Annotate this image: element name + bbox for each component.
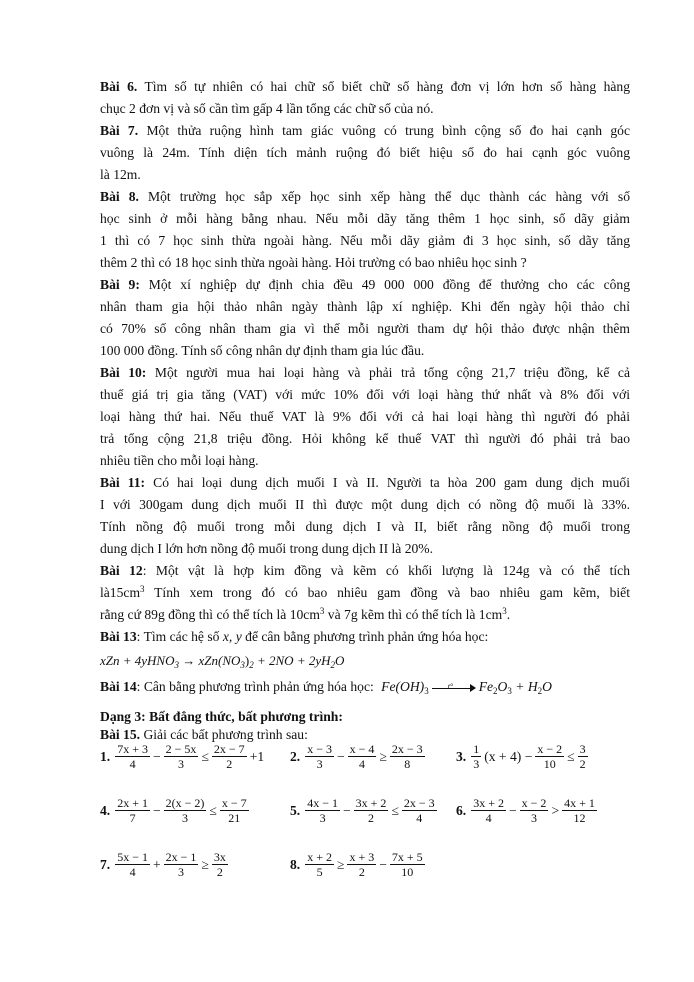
problem-11-line-2: I với 300gam dung dịch muối II thì được một dung dịch có nồng độ muối là 33%. xyxy=(100,497,630,512)
problem-15-line-1: Bài 15. Giải các bất phương trình sau: xyxy=(100,727,308,742)
numerator: x + 2 xyxy=(307,850,332,864)
numerator: 3x + 2 xyxy=(355,796,387,810)
numerator: x − 3 xyxy=(307,742,332,756)
problem-label: Bài 10: xyxy=(100,365,147,380)
problem-10-line-3: loại hàng thứ hai. Nếu thuế VAT là 9% đối với cả hai loại hàng thì người đó phải xyxy=(100,409,630,424)
denominator: 2 xyxy=(368,811,375,825)
problem-6-line-1: Bài 6. Tìm số tự nhiên có hai chữ số biết chữ số hàng đơn vị lớn hơn số hàng hàng xyxy=(100,79,630,94)
numerator: 7x + 3 xyxy=(117,742,148,756)
problem-label: Bài 14 xyxy=(100,679,137,694)
numerator: 2x + 1 xyxy=(117,796,148,810)
problem-8-line-4: thêm 2 thì có 18 học sinh thừa ngoài hàng. Hỏi trường có bao nhiêu học sinh ? xyxy=(100,255,527,270)
problem-10-line-4: trả tổng cộng 21,8 triệu đồng. Hỏi không kể thuế VAT thì người đó phải trả bao xyxy=(100,431,630,446)
inequality-number: 2. xyxy=(290,748,301,764)
fraction xyxy=(305,742,334,771)
denominator: 4 xyxy=(129,757,136,771)
problem-7-line-2: vuông là 24m. Tính diện tích mảnh ruộng đó biết hiệu số đo hai cạnh góc vuông xyxy=(100,145,630,160)
denominator: 2 xyxy=(216,865,223,879)
denominator: 10 xyxy=(401,865,414,879)
problem-8-line-1: Bài 8. Một trường học sắp xếp học sinh xếp hàng thể dục thành các hàng với số xyxy=(100,189,631,204)
fraction xyxy=(402,796,437,825)
denominator: 8 xyxy=(404,757,411,771)
fraction xyxy=(164,796,207,825)
numerator: 2x − 3 xyxy=(391,742,423,756)
fraction xyxy=(390,850,425,879)
fraction xyxy=(535,742,564,771)
denominator: 5 xyxy=(316,865,323,879)
problem-12-line-3: rằng cứ 89g đồng thì có thể tích là $10cm^3$ và 7g kẽm thì có thể tích là $1cm^3$. xyxy=(100,606,511,622)
fraction xyxy=(578,742,588,771)
inequality-6 xyxy=(456,796,598,825)
problem-label: Bài 11: xyxy=(100,475,146,490)
problem-12-line-1: Bài 12: Một vật là hợp kim đồng và kẽm có khối lượng là 124g và có thể tích xyxy=(100,563,630,578)
problem-10-line-5: nhiêu tiền cho mỗi loại hàng. xyxy=(100,453,259,468)
fraction xyxy=(212,742,247,771)
fraction xyxy=(347,850,376,879)
fraction xyxy=(115,850,150,879)
operator: ≥ xyxy=(379,748,387,764)
operator: ≤ xyxy=(201,748,209,764)
inequality-number: 5. xyxy=(290,802,301,818)
inequality-1 xyxy=(100,742,266,771)
inequality-3 xyxy=(456,742,589,771)
problem-11-line-3: Tính nồng độ muối trong mỗi dung dịch I và II, biết rằng nồng độ muối trong xyxy=(100,519,630,534)
numerator: x − 7 xyxy=(221,796,247,810)
denominator: 7 xyxy=(129,811,136,825)
problem-8-line-3: 1 thì có 7 học sinh thừa ngoài hàng. Nếu mỗi dãy giảm đi 3 học sinh, số dãy tăng xyxy=(100,233,630,248)
denominator: 4 xyxy=(359,757,366,771)
operator: ≤ xyxy=(209,802,217,818)
fraction xyxy=(164,742,199,771)
problem-7-line-1: Bài 7. Một thửa ruộng hình tam giác vuông có trung bình cộng số đo hai cạnh góc xyxy=(100,123,631,138)
denominator: 3 xyxy=(319,811,326,825)
problem-9-line-4: 100 000 đồng. Tính số công nhân dự định tham gia lúc đầu. xyxy=(100,343,425,358)
fraction xyxy=(520,796,549,825)
numerator: 1 xyxy=(473,742,480,756)
operator: − xyxy=(152,748,161,764)
numerator: 4x − 1 xyxy=(307,796,338,810)
numerator: 5x − 1 xyxy=(117,850,148,864)
problem-label: Bài 15. xyxy=(100,727,141,742)
problem-8-line-2: học sinh ở mỗi hàng bằng nhau. Nếu mỗi dãy tăng thêm 1 học sinh, số dãy giảm xyxy=(100,211,630,226)
denominator: 3 xyxy=(473,757,480,771)
operator: − xyxy=(342,802,351,818)
denominator: 4 xyxy=(485,811,492,825)
fraction xyxy=(220,796,249,825)
operator: (x + 4) − xyxy=(484,748,533,764)
operator: ≥ xyxy=(201,856,209,872)
operator: + xyxy=(152,856,161,872)
problem-6-line-2: chục 2 đơn vị và số cần tìm gấp 4 lần tổng các chữ số của nó. xyxy=(100,101,434,116)
problem-9-line-2: nhân tham gia hội thảo nhân ngày thành lập xí nghiệp. Khi đến ngày hội thảo chỉ xyxy=(100,299,630,314)
numerator: x + 3 xyxy=(349,850,375,864)
denominator: 3 xyxy=(178,757,185,771)
denominator: 3 xyxy=(316,757,323,771)
problem-label: Bài 6. xyxy=(100,79,138,94)
operator: +1 xyxy=(249,748,265,764)
fraction xyxy=(305,796,340,825)
denominator: 10 xyxy=(543,757,556,771)
problem-12-line-2: $là15cm^3$ Tính xem trong đó có bao nhiêu gam đồng và bao nhiêu gam kẽm, biết xyxy=(100,584,630,600)
numerator: 4x + 1 xyxy=(564,796,595,810)
operator: > xyxy=(551,802,560,818)
problem-11-line-4: dung dịch I lớn hơn nồng độ muối trong dung dịch II là 20%. xyxy=(100,541,434,556)
inequality-number: 3. xyxy=(456,748,467,764)
numerator: x − 2 xyxy=(521,796,547,810)
fraction xyxy=(471,742,481,771)
problem-14-line-1: Bài 14: Cân bằng phương trình phản ứng hóa học: $Fe(OH)_3$ t° $Fe_2O_3 + H_2O$ xyxy=(100,679,552,696)
denominator: 3 xyxy=(531,811,538,825)
operator: − xyxy=(379,856,387,872)
numerator: 3 xyxy=(579,742,586,756)
problem-10-line-1: Bài 10: Một người mua hai loại hàng và phải trả tổng cộng 21,7 triệu đồng, kể cả xyxy=(100,365,630,380)
denominator: 4 xyxy=(416,811,423,825)
numerator: 2x − 1 xyxy=(165,850,197,864)
fraction xyxy=(390,742,425,771)
numerator: 2 − 5x xyxy=(165,742,197,756)
fraction xyxy=(115,796,150,825)
denominator: 4 xyxy=(129,865,136,879)
fraction xyxy=(115,742,150,771)
problem-label: Bài 7. xyxy=(100,123,139,138)
fraction xyxy=(562,796,597,825)
fraction xyxy=(212,850,228,879)
inequality-7 xyxy=(100,850,229,879)
problem-7-line-3: là 12m. xyxy=(100,167,141,182)
denominator: 3 xyxy=(178,865,185,879)
inequality-number: 4. xyxy=(100,802,111,818)
inequality-2 xyxy=(290,742,426,771)
denominator: 3 xyxy=(182,811,189,825)
denominator: 12 xyxy=(573,811,586,825)
numerator: 2x − 3 xyxy=(403,796,435,810)
fraction xyxy=(348,742,377,771)
operator: ≥ xyxy=(336,856,345,872)
problem-label: Bài 13 xyxy=(100,629,137,644)
problem-label: Bài 12 xyxy=(100,563,143,578)
inequality-number: 7. xyxy=(100,856,111,872)
fraction xyxy=(354,796,389,825)
problem-10-line-2: thuế giá trị gia tăng (VAT) với mức 10% đối với loại hàng thứ nhất và 8% đối với xyxy=(100,387,630,402)
numerator: x − 2 xyxy=(537,742,563,756)
denominator: 2 xyxy=(358,865,365,879)
fraction xyxy=(164,850,199,879)
operator: − xyxy=(336,748,345,764)
operator: ≤ xyxy=(391,802,399,818)
fraction xyxy=(471,796,506,825)
problem-label: Bài 8. xyxy=(100,189,139,204)
problem-13-line-1: Bài 13: Tìm các hệ số x, y để cân bằng phương trình phản ứng hóa học: xyxy=(100,629,489,644)
numerator: 2x − 7 xyxy=(213,742,245,756)
problem-9-line-3: có 70% số công nhân tham gia vì thế mỗi người tham dự hội thảo được nhận thêm xyxy=(100,321,630,336)
inequality-4 xyxy=(100,796,250,825)
heat-arrow: t° xyxy=(432,683,476,693)
problem-9-line-1: Bài 9: Một xí nghiệp dự định chia đều 49 000 000 đồng để thưởng cho các công xyxy=(100,277,630,292)
inequality-5 xyxy=(290,796,438,825)
inequality-8 xyxy=(290,850,426,879)
numerator: 3x xyxy=(213,850,226,864)
problem-11-line-1: Bài 11: Có hai loại dung dịch muối I và II. Người ta hòa 200 gam dung dịch muối xyxy=(100,475,630,490)
inequality-number: 1. xyxy=(100,748,111,764)
numerator: x − 4 xyxy=(349,742,375,756)
denominator: 2 xyxy=(226,757,233,771)
inequality-number: 8. xyxy=(290,856,301,872)
section-3-title: Dạng 3: Bất đẳng thức, bất phương trình: xyxy=(100,709,343,724)
operator: − xyxy=(508,802,517,818)
numerator: 3x + 2 xyxy=(473,796,504,810)
fraction xyxy=(305,850,334,879)
denominator: 21 xyxy=(228,811,241,825)
problem-label: Bài 9: xyxy=(100,277,140,292)
inequality-number: 6. xyxy=(456,802,467,818)
operator: ≤ xyxy=(567,748,575,764)
numerator: 7x + 5 xyxy=(391,850,423,864)
operator: − xyxy=(152,802,161,818)
reaction-13: xZn + 4yHNO$_3$ → $xZn(NO_3)_2 + 2NO + 2yH_2O$ xyxy=(100,653,345,670)
numerator: 2(x − 2) xyxy=(165,796,205,810)
denominator: 2 xyxy=(579,757,586,771)
